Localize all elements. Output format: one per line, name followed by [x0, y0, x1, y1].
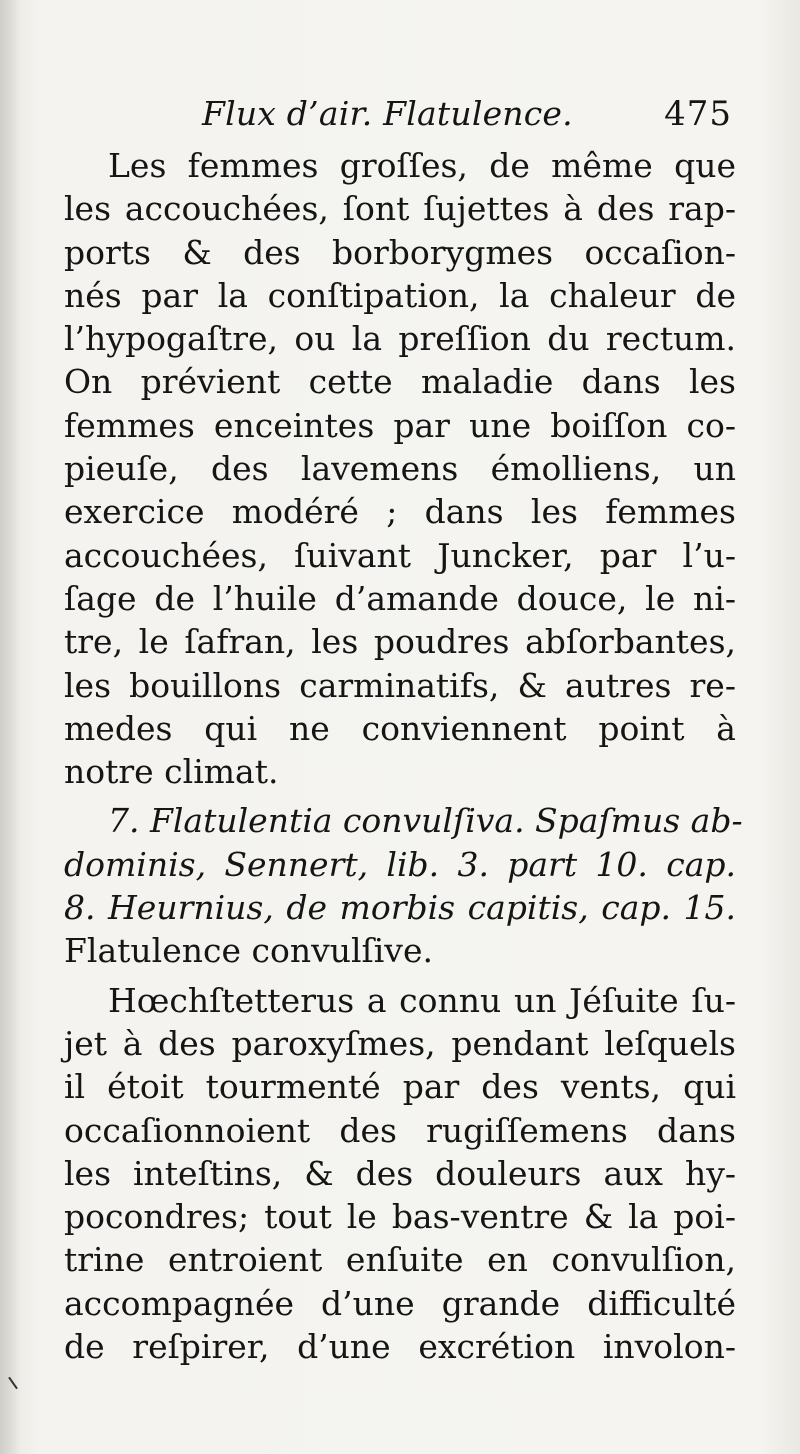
text-line: nés par la conſtipation, la chaleur de [64, 275, 736, 315]
text-line: pocondres; tout le bas-ventre & la poi- [64, 1197, 736, 1237]
text-line: dominis, Sennert, lib. 3. part 10. cap. [64, 844, 736, 884]
text-line: il étoit tourmenté par des vents, qui [64, 1067, 736, 1107]
body-text [64, 144, 743, 1368]
text-line: les inteſtins, & des douleurs aux hy- [64, 1153, 736, 1193]
page-header [70, 90, 738, 140]
text-line: medes qui ne conviennent point à [64, 708, 736, 748]
text-line: jet à des paroxyſmes, pendant leſquels [64, 1023, 736, 1063]
running-title: Flux d’air. Flatulence. [202, 94, 573, 133]
page-number: 475 [664, 94, 732, 134]
text-line: On prévient cette maladie dans les [64, 362, 736, 402]
text-line: ſage de l’huile d’amande douce, le ni- [64, 578, 736, 618]
text-line: pieuſe, des lavemens émolliens, un [64, 449, 736, 489]
text-line: 8. Heurnius, de morbis capitis, cap. 15. [64, 888, 736, 928]
text-line: les bouillons carminatifs, & autres re- [64, 665, 736, 705]
text-line: accompagnée d’une grande difficulté [64, 1283, 736, 1323]
text-line: occaſionnoient des rugiſſemens dans [64, 1110, 736, 1150]
text-line: tre, le ſafran, les poudres abſorbantes, [64, 622, 736, 662]
scan-shadow [0, 0, 20, 1454]
text-line: trine entroient enſuite en convulſion, [64, 1240, 736, 1280]
text-line: ports & des borborygmes occaſion- [64, 232, 736, 272]
text-line: Les femmes groſſes, de même que [108, 146, 736, 185]
text-line: l’hypogaſtre, ou la preſſion du rectum. [64, 319, 736, 359]
text-line: de reſpirer, d’une excrétion involon- [64, 1327, 736, 1367]
text-line: Flatulence convulſive. [64, 931, 433, 971]
text-line: 7. Flatulentia convulſiva. Spaſmus ab- [108, 801, 743, 841]
text-line: les accouchées, ſont ſujettes à des rap- [64, 189, 736, 229]
text-line: accouchées, ſuivant Juncker, par l’u- [64, 535, 736, 575]
text-line: femmes enceintes par une boiſſon co- [64, 405, 736, 445]
text-line: Hœchſtetterus a connu un Jéſuite ſu- [108, 980, 736, 1020]
text-line: exercice modéré ; dans les femmes [64, 492, 736, 532]
text-line: notre climat. [64, 752, 279, 792]
